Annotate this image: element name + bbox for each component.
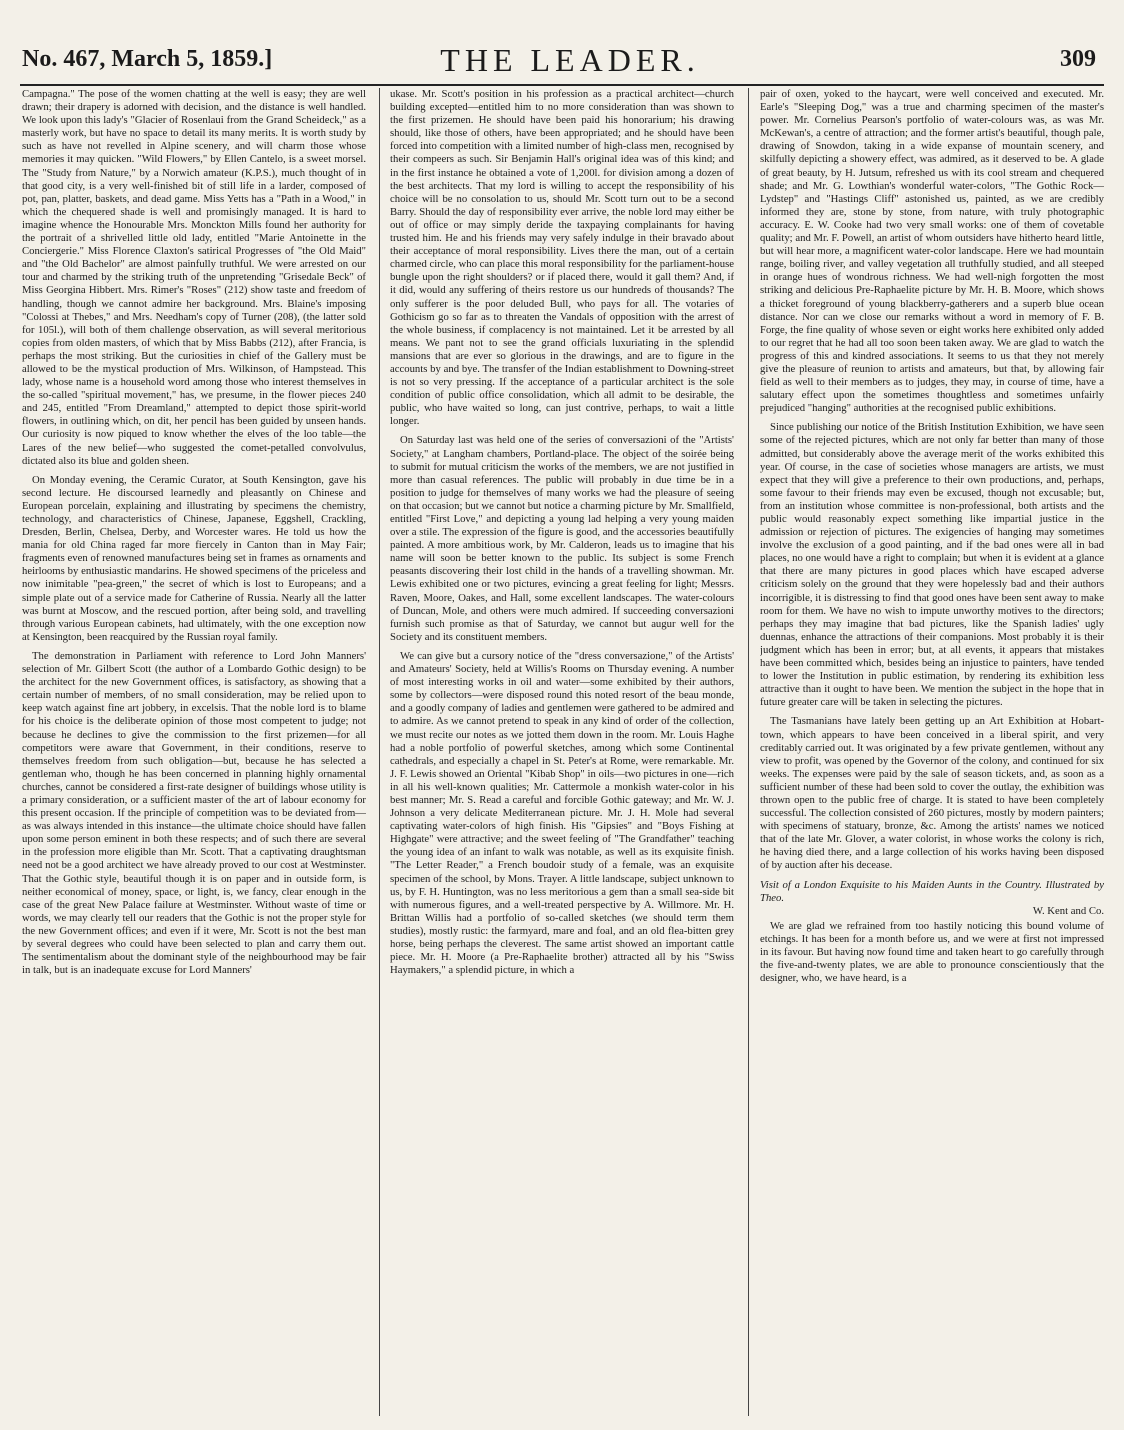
article-paragraph: On Monday evening, the Ceramic Curator, at South Kensington, gave his second lecture. He discoursed learnedly and pleasantly on Chinese and European porcelain, explaining and illustrating by specimens the chemistry, technology, and characteristics of Chinese, Japanese, Eggshell, Crackling, Dresden, Berlin, Chelsea, Derby, and Worcester wares. He told us how the mania for old China raged far more fiercely in Canton than in May Fair; fragments even of renowned manufactures being set in frames as ornaments and heirlooms by enthusiastic mandarins. He showed specimens of the priceless and now inimitable "pea-green," the secret of which is lost to Europeans; and a simple plate out of a service made for Catherine of Russia. Nearly all the latter was burnt at Moscow, and the rescued portion, after being sold, and travelling through various European cabinets, had ultimately, with the one exception now at Kensington, been reacquired by the Russian royal family.: [22, 473, 366, 643]
article-paragraph: pair of oxen, yoked to the haycart, were well conceived and executed. Mr. Earle's "Sleeping Dog," was a true and charming specimen of the master's power. Mr. Cornelius Pearson's portfolio of water-colours was, as was Mr. McKewan's, a centre of attraction; and the former artist's beautiful, though pale, drawing of Snowdon, taking in a wide expanse of mountain scenery, and skilfully depicting a showery effect, was admired, as it deserved to be. A glade of great beauty, by H. Jutsum, refreshed us with its cool stream and chequered shade; and Mr. G. Lowthian's wonderful water-colors, "The Gothic Rock—Lydstep" and "Hastings Cliff" astonished us, painted, as we are credibly informed they are, stone by stone, from nature, with truly photographic accuracy. E. W. Cooke had two very small works: one of them of covetable quality; and Mr. F. Powell, an artist of whom outsiders have hitherto heard little, but will hear more, a magnificent water-color landscape. Here we had mountain range, boiling river, and valley vegetation all truthfully studied, and all steeped in orange hues of wondrous richness. We had well-nigh forgotten the most striking and delicious Pre-Raphaelite picture by Mr. H. B. Moore, which shows a thicket foreground of young blackberry-gatherers and a superb blue ocean distance. Nor can we close our remarks without a word in memory of F. B. Forge, the fine quality of whose seven or eight works here exhibited only added to our regret that he had all too soon been taken away. We are glad to watch the progress of this and kindred associations. It seems to us that they not merely give the pleasure of reunion to artists and amateurs, but that, by allowing fair field as well to their members as to judges, they may, in course of time, have a salutary effect upon the sometimes thoughtless and sometimes unfairly prejudiced "hanging" authorities at the recognised public exhibitions.: [760, 88, 1104, 415]
column-3: [760, 88, 1104, 1418]
article-paragraph: We can give but a cursory notice of the "dress conversazione," of the Artists' and Amateurs' Society, held at Willis's Rooms on Thursday evening. A number of most interesting works in oil and water—some exhibited by their authors, some by collectors—were disposed round this noted resort of the beau monde, and a goodly company of ladies and gentlemen were gathered to be admired and to admire. As we cannot pretend to speak in any kind of order of the collection, we must recite our notes as we jotted them down in the room. Mr. Louis Haghe had a noble portfolio of powerful sketches, among which some Continental cathedrals, and especially a chapel in St. Peter's at Rome, were remarkable. Mr. J. F. Lewis showed an Oriental "Kibab Shop" in oils—two pictures in one—rich in all his well-known qualities; Mr. Cattermole a monkish water-color in his best manner; Mr. S. Read a careful and forcible Gothic gateway; and Mr. W. J. Johnson a very delicate Mediterranean picture. Mr. J. H. Mole had several captivating water-colors of high finish. His "Gipsies" and "Boys Fishing at Highgate" were attractive; and the sweet feeling of "The Grandfather" teaching the young idea of an infant to walk was notable, as well as its exquisite finish. "The Letter Reader," a French boudoir study of a female, was an exquisite specimen of the school, by Mons. Trayer. A little landscape, subject unknown to us, by F. H. Huntington, was no less meritorious a gem than a small sea-side bit with numerous figures, and a well-treated perspective by A. Willmore. Mr. H. Brittan Willis had a portfolio of so-called sketches (we should term them studies), mostly rustic: the farmyard, mare and foal, and an old flea-bitten grey horse, being perhaps the cleverest. The same artist showed an important cattle piece. Mr. H. Moore (a Pre-Raphaelite brother) attracted all by his "Swiss Haymakers," a splendid picture, in which a: [390, 649, 734, 977]
column-2: [390, 88, 734, 1418]
column-1: [22, 88, 366, 1418]
page-number: 309: [1060, 46, 1096, 72]
issue-date-line: No. 467, March 5, 1859.]: [22, 46, 273, 72]
article-paragraph: On Saturday last was held one of the series of conversazioni of the "Artists' Society," at Langham chambers, Portland-place. The object of the soirée being to submit for mutual criticism the works of the members, we are not justified in more than casual references. The public will probably in due time be in a position to judge for themselves of many works we had the pleasure of seeing on that occasion; but we cannot but notice a charming picture by Mr. Smallfield, entitled "First Love," and depicting a young lad helping a very young maiden over a stile. The expression of the figure is good, and the accessories beautifully painted. A more ambitious work, by Mr. Calderon, leads us to imagine that his name will soon be better known to the public. Its subject is some French peasants discovering their lost child in the hands of a travelling showman. Mr. Lewis exhibited one or two pictures, evincing a great feeling for light; Messrs. Raven, Moore, Oakes, and Hall, some excellent landscapes. The water-colours of Duncan, Mole, and others were much admired. If succeeding conversazioni furnish such promise as that of Saturday, we cannot but augur well for the Society and its constituent members.: [390, 434, 734, 643]
article-paragraph: Since publishing our notice of the British Institution Exhibition, we have seen some of the rejected pictures, which are not only far better than many of those admitted, but considerably above the average merit of the works exhibited this year. Of course, in the case of societies whose managers are artists, we must expect that they will give a preference to their own productions, and, perhaps, some favour to their friends may even be excused, though not excusable; but, from an institution whose committee is non-professional, both artists and the public would reasonably expect something like impartial justice in the admission or rejection of pictures. The exigencies of hanging may sometimes involve the exclusion of a good painting, and if the bad ones were all in bad places, no one would have a right to complain; but when it is evident at a glance that there are many pictures in good places which have escaped adverse criticism solely on the ground that they were hopelessly bad and their authors incorrigible, it is distressing to find that good ones have been sent away to make room for them. We have no wish to impute unworthy motives to the directors; perhaps they may imagine that bad pictures, like the Spanish ladies' ugly duennas, enhance the attractions of their companions. Most probably it is their judgment which has been in error; but, at all events, it appears that mistakes have been committed which, besides being an injustice to painters, have tended to lower the Institution in public estimation, by rendering its exhibition less attractive than it ought to have been. We mention the subject in the hope that in future greater care will be taken in selecting the pictures.: [760, 421, 1104, 709]
column-rule: [748, 88, 749, 1416]
review-publisher: W. Kent and Co.: [1032, 904, 1104, 917]
column-rule: [379, 88, 380, 1416]
masthead: [20, 38, 1104, 86]
review-title: Visit of a London Exquisite to his Maiden Aunts in the Country. Illustrated by Theo.: [760, 878, 1104, 904]
article-paragraph: The demonstration in Parliament with reference to Lord John Manners' selection of Mr. Gilbert Scott (the author of a Lombardo Gothic design) to be the architect for the new Government offices, is satisfactory, as showing that a certain number of members, of no small consideration, may be relied upon to keep watch against fine art jobbery, in excelsis. That the noble lord is to blame for his choice is the deliberate opinion of those most competent to judge; not because he declines to give the commission to the first prizemen—for all competitors were aware that Government, in their conditions, reserve to themselves freedom from such obligation—but, because he has selected a gentleman who, though he has been concerned in planning highly ornamental churches, cannot be considered a first-rate designer of buildings whose utility is a primary consideration, or a sufficient master of the art of labour economy for this present occasion. If the principle of competition was to be deviated from—as was always intended in this instance—the ultimate choice should have fallen upon some person eminent in both these respects; and of such there are several in the profession more eligible than Mr. Scott. That a captivating draughtsman need not be a good architect we have already proved to our cost at Westminster. That the Gothic style, beautiful though it is on paper and in outside form, is neither economical of money, space, or light, is, we fancy, clear enough in the case of the great New Palace failure at Westminster. Without waste of time or words, we may clearly tell our readers that the Gothic is not the proper style for the new Government offices; and even if it were, Mr. Scott is not the best man by several degrees who could have been selected to plan and carry them out. The sentimentalism about the dominant style of the neighbourhood may be fair in talk, but is an inadequate excuse for Lord Manners': [22, 649, 366, 977]
newspaper-title: THE LEADER.: [440, 42, 700, 78]
article-paragraph: Campagna." The pose of the women chatting at the well is easy; they are well drawn; their drapery is adorned with decision, and the distance is well handled. We look upon this lady's "Glacier of Rosenlaui from the Grand Scheideck," as a masterly work, but have no space to detail its many merits. It is worth study by such as have not revelled in Alpine scenery, and will charm those whose memories it may quicken. "Wild Flowers," by Ellen Cantelo, is a sweet morsel. The "Study from Nature," by a Norwich amateur (K.P.S.), much thought of in that good city, is a very well-finished bit of still life in a larder, composed of pot, pan, platter, baskets, and dead game. Miss Yetts has a "Path in a Wood," in which the chequered shade is well and promisingly managed. It is hard to imagine whence the Honourable Mrs. Monckton Mills found her authority for the portrait of a shrivelled little old lady, entitled "Marie Antoinette in the Conciergerie." Miss Florence Claxton's satirical Progresses of "the Old Maid" and "the Old Bachelor" are almost painfully truthful. We were arrested on our tour and charmed by the striking truth of the unpretending "Grisedale Beck" of Miss Georgina Hibbert. Mrs. Rimer's "Roses" (212) show taste and freedom of handling, though we cannot admire her background. Mrs. Blaine's imposing "Colossi at Thebes," and Mrs. Needham's copy of Turner (208), (the latter sold for 105l.), will both of them challenge observation, as will several meritorious copies from olden masters, of which that by Miss Babbs (212), after Francia, is perhaps the most striking. But the curiosities in chief of the Gallery must be allowed to be the mystical production of Mrs. Wilkinson, of Hampstead. This lady, whose name is a household word among those who interest themselves in the so-called "spiritual movement," has, we presume, in the flower pieces 240 and 245, entitled "From Dreamland," attempted to depict those spirit-world flowers, in outlining which, on dit, her pencil has been guided by unseen hands. Our curiosity is now piqued to know whether the elves of the loo table—the Lares of the new belief—who suggested the comet-petalled convolvulus, dictated also its blue and golden sheen.: [22, 88, 366, 467]
article-paragraph: ukase. Mr. Scott's position in his profession as a practical architect—church building excepted—entitled him to no more consideration than was shown to the first prizemen. He should have been paid his honorarium; his drawing should, like those of others, have been appropriated; and he should have been forced into competition with a limited number of high-class men, recognised by their compeers as such. Sir Benjamin Hall's original idea was of this kind; and in the first instance he obtained a vote of 1,200l. for division among a dozen of the best architects. That my lord is willing to accept the responsibility of his choice will be no consolation to us, should Mr. Scott turn out to be a second Barry. Should the day of responsibility ever arrive, the noble lord may either be out of office or may simply deride the taxpaying complainants for having trusted him. He and his friends may very safely indulge in their bravado about their acceptance of moral responsibility. Lives there the man, out of a certain charmed circle, who can place this moral responsibility for the parliament-house bungle upon the right shoulders? or if placed there, would it gall them? And, if it did, would any suffering of theirs restore us our hundreds of thousands? The only sufferer is the poor deluded Bull, who pays for all. The votaries of Gothicism go so far as to threaten the Vandals of opposition with the arrest of the whole business, if complacency is not maintained. Let it be arrested by all means. We pant not to see the grand officials luxuriating in the splendid mansions that are ever so glorious in the drawings, and are to figure in the accounts by and bye. The transfer of the Indian establishment to Downing-street is not so very pressing. If the acceptance of a particular architect is the sole condition of public office consolidation, which all admit to be desirable, the public, who have waited so long, can just contrive, perhaps, to wait a little longer.: [390, 88, 734, 428]
review-body: We are glad we refrained from too hastily noticing this bound volume of etchings. It has been for a month before us, and we were at first not impressed in its favour. But having now found time and taken heart to go carefully through the five-and-twenty plates, we are able to pronounce conscientiously that the designer, who, we have heard, is a: [760, 919, 1104, 985]
newspaper-page: [20, 0, 1104, 1430]
article-paragraph: The Tasmanians have lately been getting up an Art Exhibition at Hobart-town, which appears to have been conceived in a liberal spirit, and very creditably carried out. It was originated by a few private gentlemen, without any view to profit, was opened by the Governor of the colony, and continued for six weeks. The expenses were paid by the sale of season tickets, and, as soon as a sufficient number of these had been sold to cover the outlay, the exhibition was thrown open to the public free of charge. It is stated to have been completely successful. The collection consisted of 260 pictures, mostly by modern painters; with specimens of statuary, bronze, &c. Among the artists' names we noticed that of the late Mr. Glover, a water colorist, in whose works the colony is rich, he having died there, and a large collection of his works having been disposed of by auction after his decease.: [760, 715, 1104, 872]
